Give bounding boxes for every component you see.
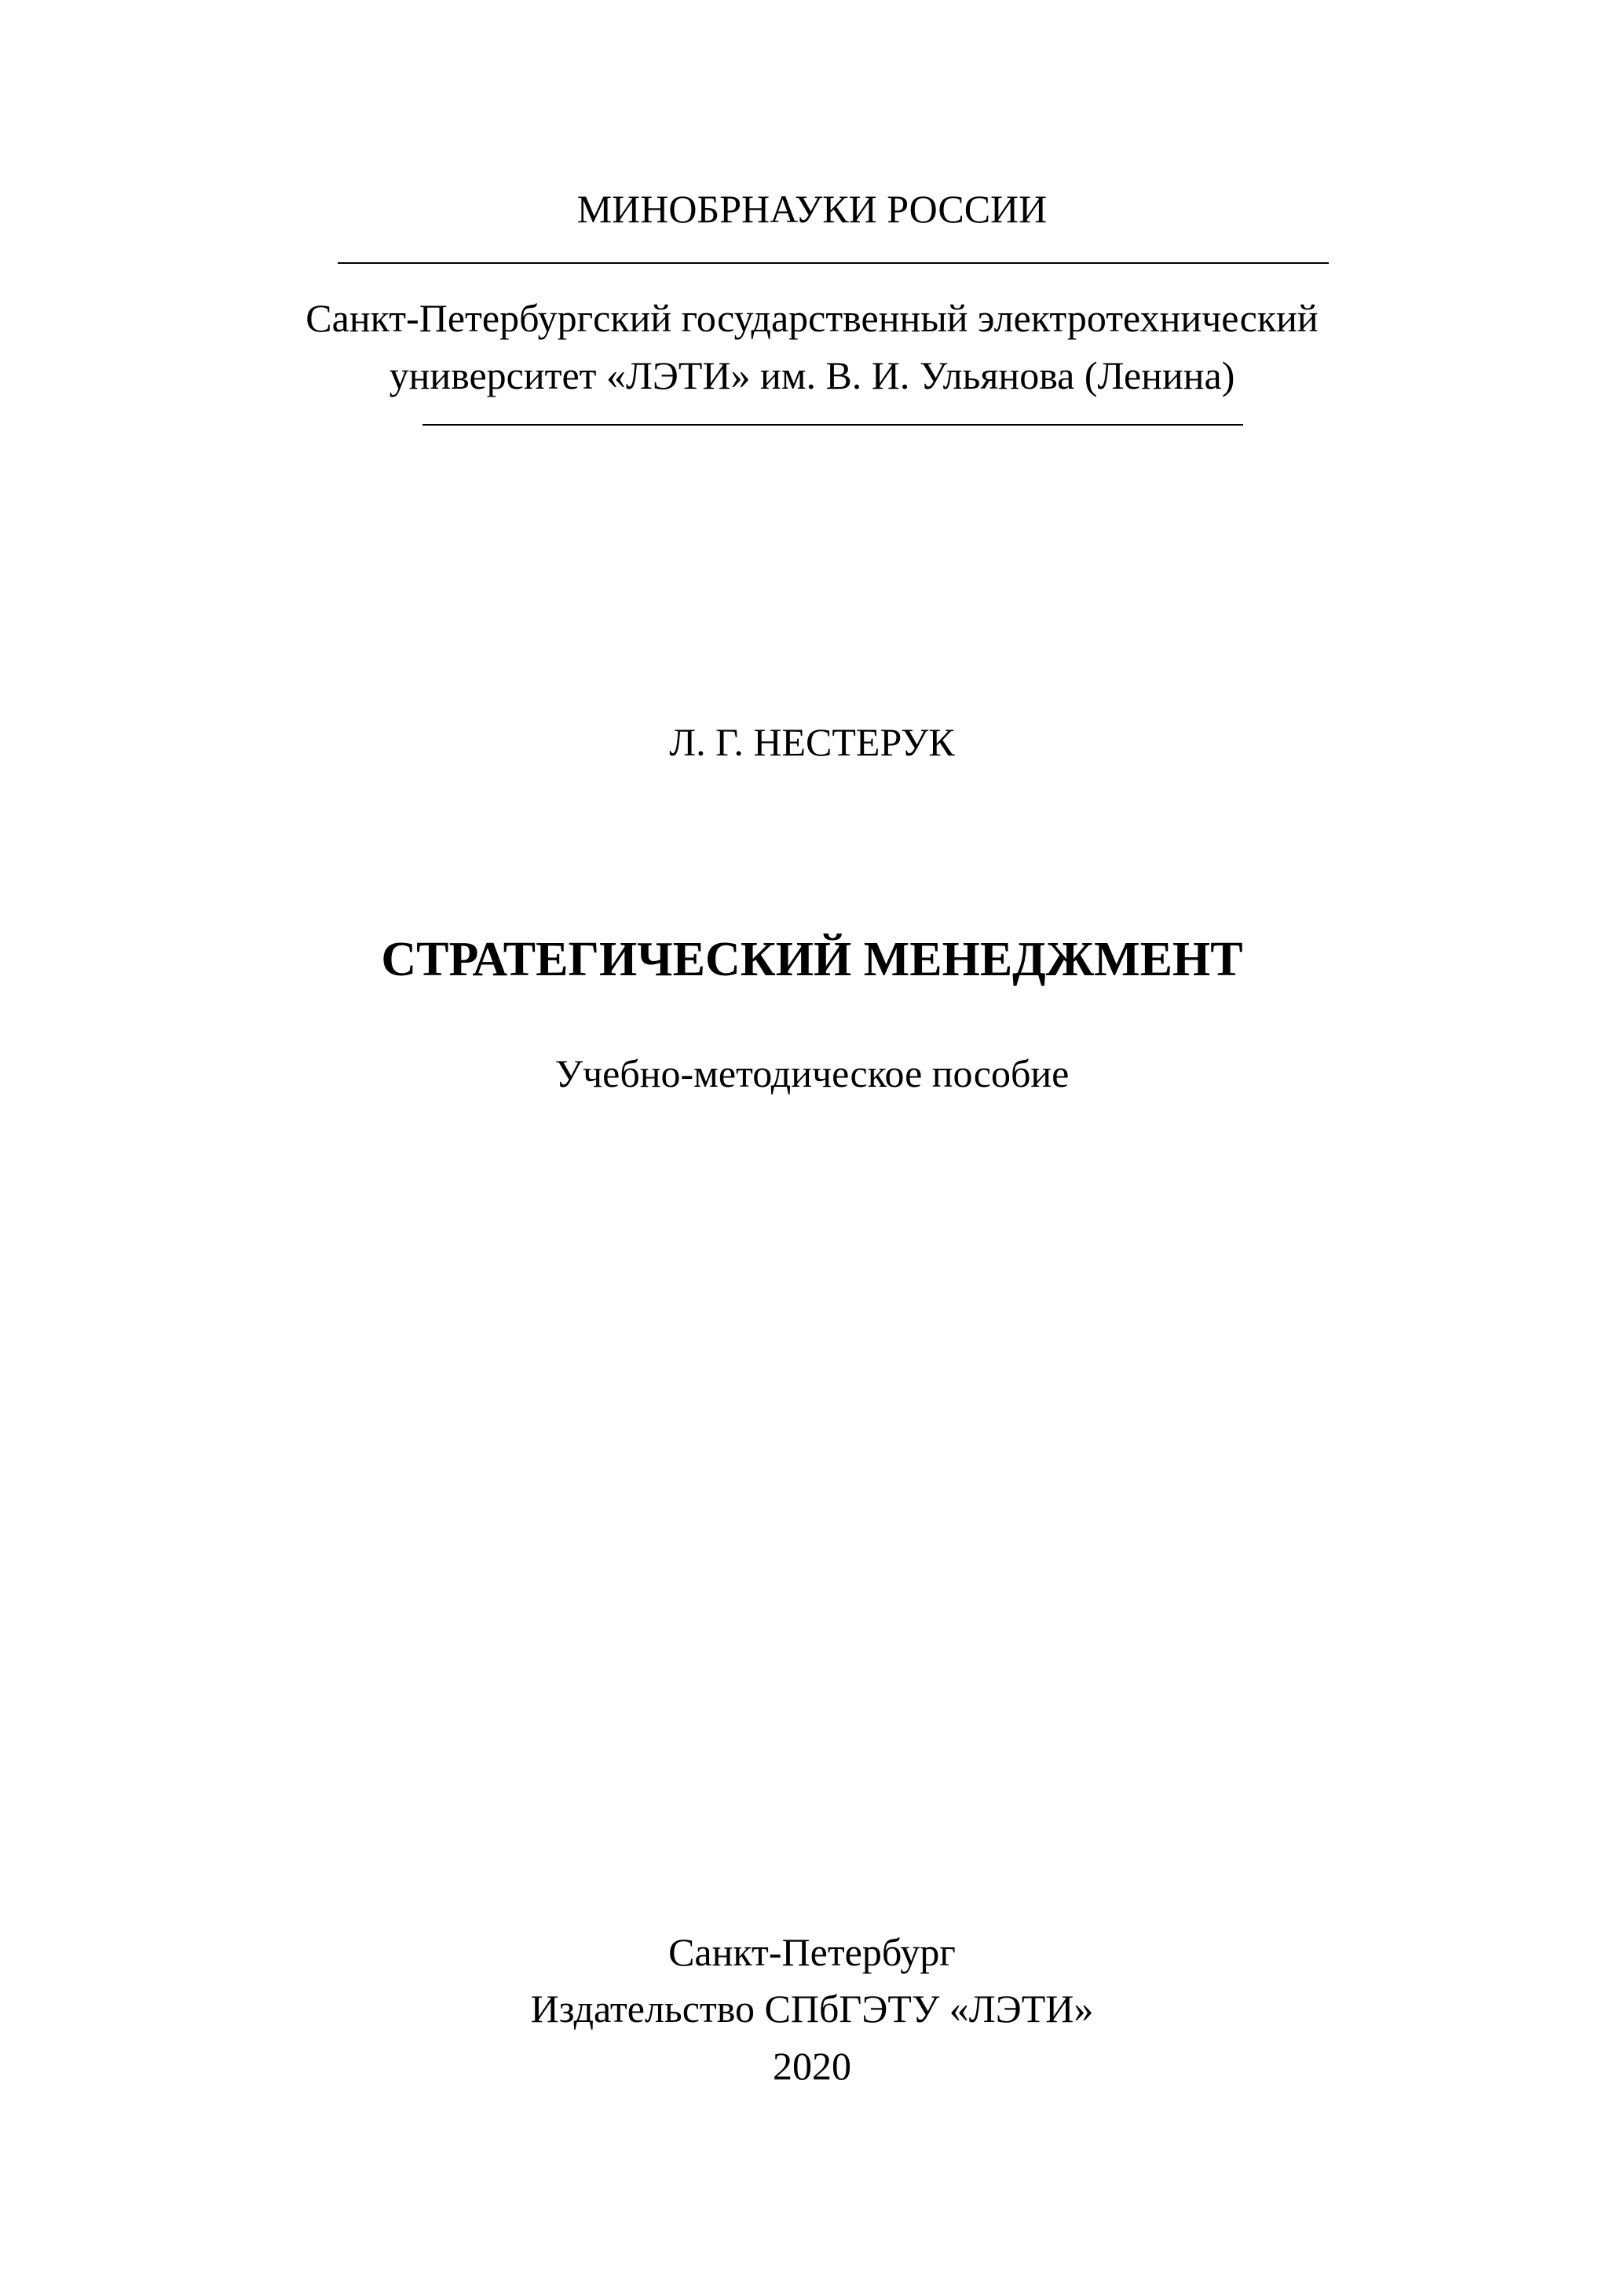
- book-subtitle: Учебно-методическое пособие: [554, 1051, 1070, 1095]
- university-name-line-2: университет «ЛЭТИ» им. В. И. Ульянова (Ленина): [389, 353, 1235, 397]
- ministry-name: МИНОБРНАУКИ РОССИИ: [576, 187, 1048, 231]
- publication-year: 2020: [773, 2044, 851, 2088]
- divider-bottom: [422, 424, 1243, 426]
- divider-top: [338, 262, 1329, 264]
- book-title: СТРАТЕГИЧЕСКИЙ МЕНЕДЖМЕНТ: [381, 933, 1243, 986]
- author-name: Л. Г. НЕСТЕРУК: [669, 720, 955, 764]
- publication-city: Санкт-Петербург: [668, 1930, 956, 1974]
- publisher-name: Издательство СПбГЭТУ «ЛЭТИ»: [530, 1987, 1094, 2031]
- university-name-line-1: Санкт-Петербургский государственный электротехнический: [305, 296, 1319, 340]
